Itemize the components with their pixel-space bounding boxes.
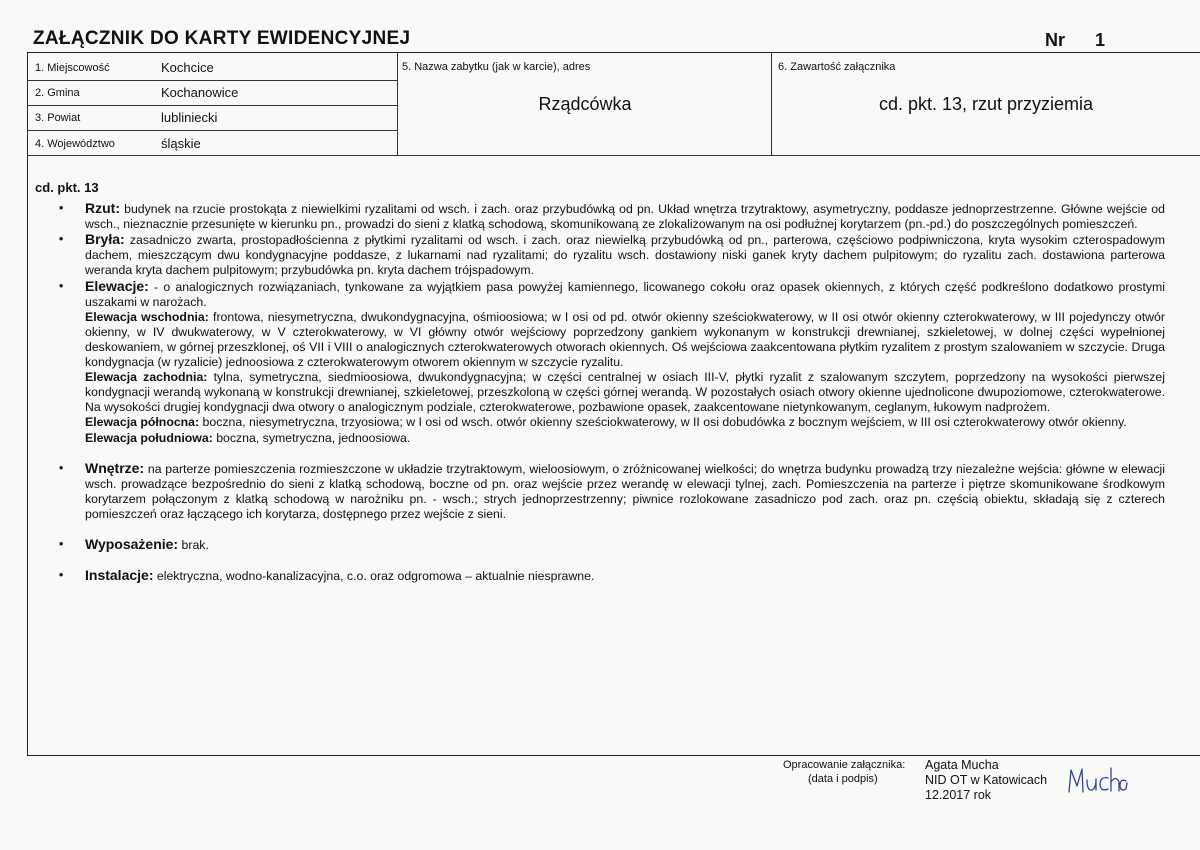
field-label-miejscowosc: 1. Miejscowość bbox=[35, 62, 110, 74]
date-signature-label: (data i podpis) bbox=[808, 773, 878, 785]
left-rule bbox=[27, 52, 28, 755]
monument-name-value: Rządcówka bbox=[538, 94, 632, 114]
subitem-key: Elewacja zachodnia: bbox=[85, 370, 208, 385]
field-value-miejscowosc: Kochcice bbox=[161, 60, 214, 75]
number-value: 1 bbox=[1095, 30, 1106, 50]
author-date: 12.2017 rok bbox=[925, 788, 992, 802]
section-title: cd. pkt. 13 bbox=[35, 180, 99, 195]
bottom-rule bbox=[27, 755, 1200, 756]
field-value-wojewodztwo: śląskie bbox=[161, 136, 201, 151]
list-item-elewacje bbox=[35, 279, 1165, 446]
list-item-instalacje bbox=[35, 568, 1165, 584]
bullet-icon: • bbox=[59, 278, 64, 293]
list-item-wyposazenie bbox=[35, 537, 1165, 553]
field-value-powiat: lubliniecki bbox=[161, 110, 218, 125]
list-item-wnetrze bbox=[35, 461, 1165, 522]
top-rule bbox=[27, 52, 1200, 53]
author-name: Agata Mucha bbox=[925, 758, 999, 772]
subitem-text: frontowa, niesymetryczna, dwukondygnacyjna, ośmioosiowa; w I osi od pd. otwór okienny sześciokwaterowy, w II osi otwór okienny czterokwaterowy, w III pojedynczy otwór okienny, w IV dwukwaterowy, w V czterokwaterowy, w VI główny otwór wejściowy poprzedzony gankiem wykonanym w konstrukcji drewnianej, szkieletowej, w dolnej części wypełnionej deskowaniem, w górnej przeszklonej, oś VII i VIII o analogicznych czterokwaterowych otworach okiennych. Oś wejściowa zaakcentowana płytkim ryzalitem z prostym szalowaniem w szczycie. Druga kondygnacja (w ryzalicie) jednoosiowa z czterokwaterowym otworem okiennym w szczycie ryzalitu. bbox=[85, 309, 1165, 370]
field-divider bbox=[27, 80, 397, 81]
bullet-icon: • bbox=[59, 568, 64, 583]
handwritten-signature bbox=[1066, 764, 1128, 798]
item-text: zasadniczo zwarta, prostopadłościenna z płytkimi ryzalitami od wsch. i zach. oraz niewielką przybudówką od pn., parterowa, częściowo podpiwniczona, kryta wysokim czterospadowym dachem, mieszczącym dwu kondygnacyjne poddasze, z lukarnami nad ryzalitami; do ryzalitu wsch. dostawiony niski ganek kryty dachem pulpitowym; do ryzalitu zach. dostawiona parterowa weranda kryta dachem pulpitowym; przybudówka pn. kryta dachem trójspadowym. bbox=[85, 233, 1165, 278]
prepared-by-label: Opracowanie załącznika: bbox=[783, 759, 906, 771]
subitem-text: tylna, symetryczna, siedmioosiowa, dwukondygnacyjna; w części centralnej w osiach III-V, płytki ryzalit z szalowanym szczytem, poprzedzony na wysokości pierwszej kondygnacji werandą wykonaną w konstrukcji drewnianej, szkieletowej, przeszkoloną w części górnej werandą. W pozostałych osiach otwory okienne ujednolicone dwupoziomowe, czterokwaterowe. Na wysokości drugiej kondygnacji dwa otwory o analogicznym podziale, czterokwaterowe, pozbawione opasek, zaakcentowane nietynkowanym, ceglanym, łukowym nadprożem. bbox=[85, 370, 1165, 415]
item-text: elektryczna, wodno-kanalizacyjna, c.o. oraz odgromowa – aktualnie niesprawne. bbox=[153, 569, 595, 584]
list-item-bryla bbox=[35, 232, 1165, 278]
header-table-bottom-rule bbox=[27, 155, 1200, 156]
field-label-wojewodztwo: 4. Województwo bbox=[35, 138, 115, 150]
monument-name-label: 5. Nazwa zabytku (jak w karcie), adres bbox=[402, 61, 591, 73]
document-body bbox=[35, 180, 1165, 584]
subitem-text: boczna, symetryczna, jednoosiowa. bbox=[212, 430, 411, 445]
field-label-gmina: 2. Gmina bbox=[35, 87, 80, 99]
attachment-content-label: 6. Zawartość załącznika bbox=[778, 61, 896, 73]
list-item-rzut bbox=[35, 201, 1165, 232]
subitem-key: Elewacja wschodnia: bbox=[85, 309, 209, 324]
bullet-icon: • bbox=[59, 232, 64, 247]
item-key: Rzut: bbox=[85, 200, 120, 217]
number-label: Nr bbox=[1045, 30, 1066, 50]
attachment-content-value: cd. pkt. 13, rzut przyziemia bbox=[878, 94, 1094, 114]
item-text: na parterze pomieszczenia rozmieszczone w układzie trzytraktowym, wieloosiowym, o zróżnicowanej wielkości; do wnętrza budynku prowadzą trzy niezależne wejścia: główne w elewacji wsch. prowadzące bezpośrednio do sieni z klatką schodową, boczne od pn. oraz wejście przez werandę w elewacji tylnej, zach. Pomieszczenia na parterze i piętrze skomunikowane środkowym korytarzem połączonym z klatką schodową w narożniku pn. - wsch.; strych jednoprzestrzenny; piwnice rozlokowane zasadniczo pod zach. oraz pn. częścią obiektu, składają się z czterech pomieszczeń oraz łączącego ich korytarza, dostępnego przez wejście z sieni. bbox=[85, 461, 1165, 521]
item-text: - o analogicznych rozwiązaniach, tynkowane za wyjątkiem pasa powyżej kamiennego, licowanego cokołu oraz opasek okiennych, z których część podkreślono dodatkowo prostymi uszakami w narożach. bbox=[85, 279, 1165, 309]
bullet-icon: • bbox=[59, 460, 64, 475]
subitem-text: boczna, niesymetryczna, trzyosiowa; w I osi od wsch. otwór okienny sześciokwaterowy, w II osi dobudówka z bocznym wejściem, w III osi czterokwaterowy otwór okienny. bbox=[199, 415, 1127, 430]
field-divider bbox=[27, 130, 397, 131]
field-label-powiat: 3. Powiat bbox=[35, 112, 81, 124]
item-key: Elewacje: bbox=[85, 277, 149, 294]
field-divider bbox=[27, 105, 397, 106]
item-key: Wnętrze: bbox=[85, 459, 145, 476]
subitem-key: Elewacja północna: bbox=[85, 415, 200, 430]
subitem-key: Elewacja południowa: bbox=[85, 430, 213, 445]
author-block bbox=[925, 758, 1047, 803]
field-value-gmina: Kochanowice bbox=[161, 85, 239, 100]
item-text: brak. bbox=[178, 537, 209, 552]
item-key: Instalacje: bbox=[85, 567, 154, 584]
document-title: ZAŁĄCZNIK DO KARTY EWIDENCYJNEJ bbox=[33, 28, 411, 49]
bullet-icon: • bbox=[59, 536, 64, 551]
author-organization: NID OT w Katowicach bbox=[925, 773, 1048, 787]
bullet-icon: • bbox=[59, 201, 64, 216]
item-text: budynek na rzucie prostokąta z niewielkimi ryzalitami od wsch. i zach. oraz przybudówką od pn. Układ wnętrza trzytraktowy, asymetryczny, poddasze jednoprzestrzenne. Główne wejście od wsch., nieznacznie przesunięte w kierunku pn., prowadzi do sieni z klatką schodową, skomunikowaną ze zlokalizowanym na osi podłużnej korytarzem (pn.-pd.) do poszczególnych pomieszczeń. bbox=[85, 202, 1165, 232]
column-divider bbox=[397, 52, 398, 155]
item-key: Wyposażenie: bbox=[85, 535, 179, 552]
item-key: Bryła: bbox=[85, 231, 125, 248]
